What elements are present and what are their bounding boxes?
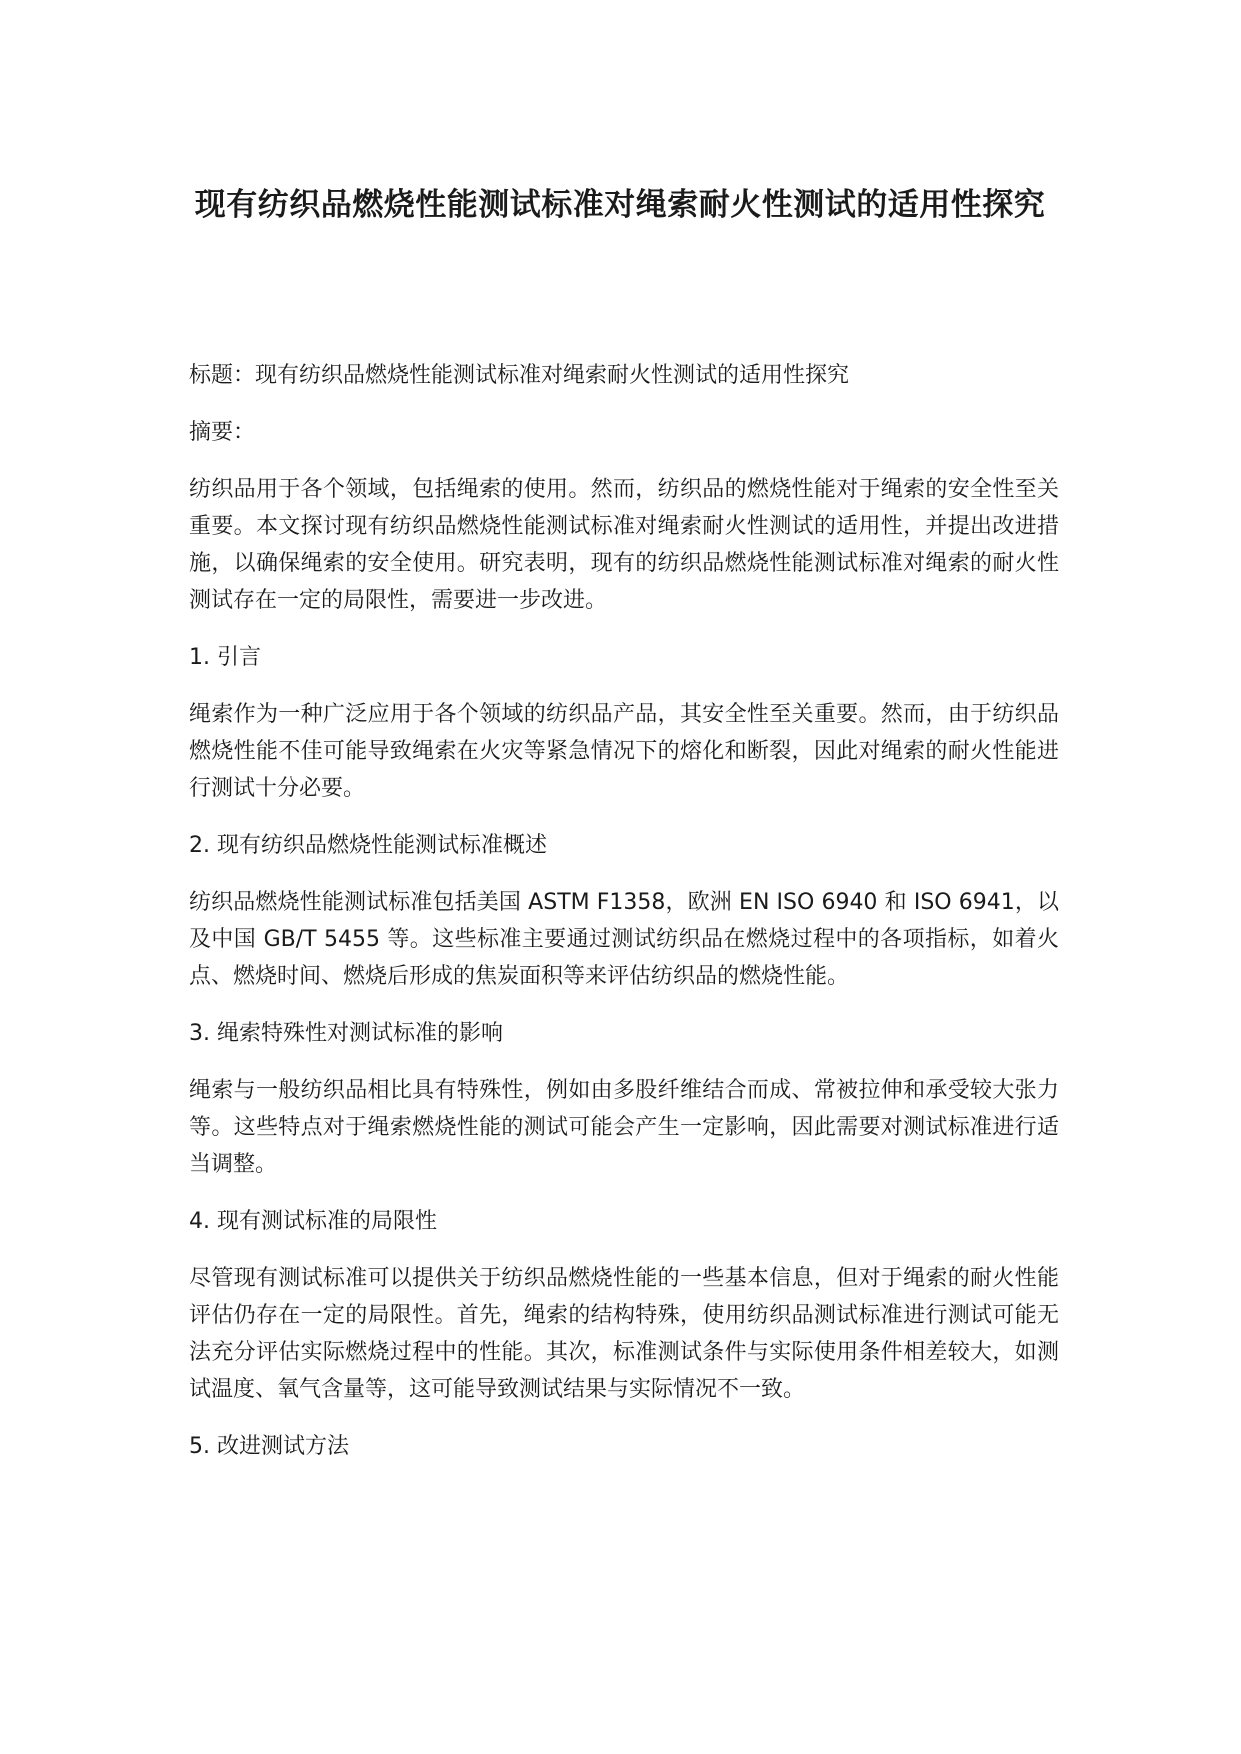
section-paragraph-4: 尽管现有测试标准可以提供关于纺织品燃烧性能的一些基本信息，但对于绳索的耐火性能评估仍存在一定的局限性。首先，绳索的结构特殊，使用纺织品测试标准进行测试可能无法充分评估实际燃烧过程中的性能。其次，标准测试条件与实际使用条件相差较大，如测试温度、氧气含量等，这可能导致测试结果与实际情况不一致。 [189,1266,1059,1402]
section-heading-3: 3. 绳索特殊性对测试标准的影响 [189,1021,503,1046]
section-paragraph-2: 纺织品燃烧性能测试标准包括美国 ASTM F1358，欧洲 EN ISO 6940 和 ISO 6941，以及中国 GB/T 5455 等。这些标准主要通过测试纺织品在燃烧过程中的各项指标，如着火点、燃烧时间、燃烧后形成的焦炭面积等来评估纺织品的燃烧性能。 [189,890,1059,989]
section-paragraph-1: 绳索作为一种广泛应用于各个领域的纺织品产品，其安全性至关重要。然而，由于纺织品燃烧性能不佳可能导致绳索在火灾等紧急情况下的熔化和断裂，因此对绳索的耐火性能进行测试十分必要。 [189,702,1059,801]
section-paragraph-3: 绳索与一般纺织品相比具有特殊性，例如由多股纤维结合而成、常被拉伸和承受较大张力等。这些特点对于绳索燃烧性能的测试可能会产生一定影响，因此需要对测试标准进行适当调整。 [189,1078,1059,1177]
section-heading-4: 4. 现有测试标准的局限性 [189,1209,437,1234]
document-body [189,357,1059,1465]
document-title: 现有纺织品燃烧性能测试标准对绳索耐火性测试的适用性探究 [194,187,1046,223]
abstract-paragraph: 纺织品用于各个领域，包括绳索的使用。然而，纺织品的燃烧性能对于绳索的安全性至关重要。本文探讨现有纺织品燃烧性能测试标准对绳索耐火性测试的适用性，并提出改进措施，以确保绳索的安全使用。研究表明，现有的纺织品燃烧性能测试标准对绳索的耐火性测试存在一定的局限性，需要进一步改进。 [189,477,1059,613]
section-heading-2: 2. 现有纺织品燃烧性能测试标准概述 [189,833,547,858]
section-heading-5: 5. 改进测试方法 [189,1434,349,1459]
abstract-heading: 摘要： [189,420,256,445]
section-heading-1: 1. 引言 [189,645,261,670]
title-line: 标题：现有纺织品燃烧性能测试标准对绳索耐火性测试的适用性探究 [189,363,850,388]
